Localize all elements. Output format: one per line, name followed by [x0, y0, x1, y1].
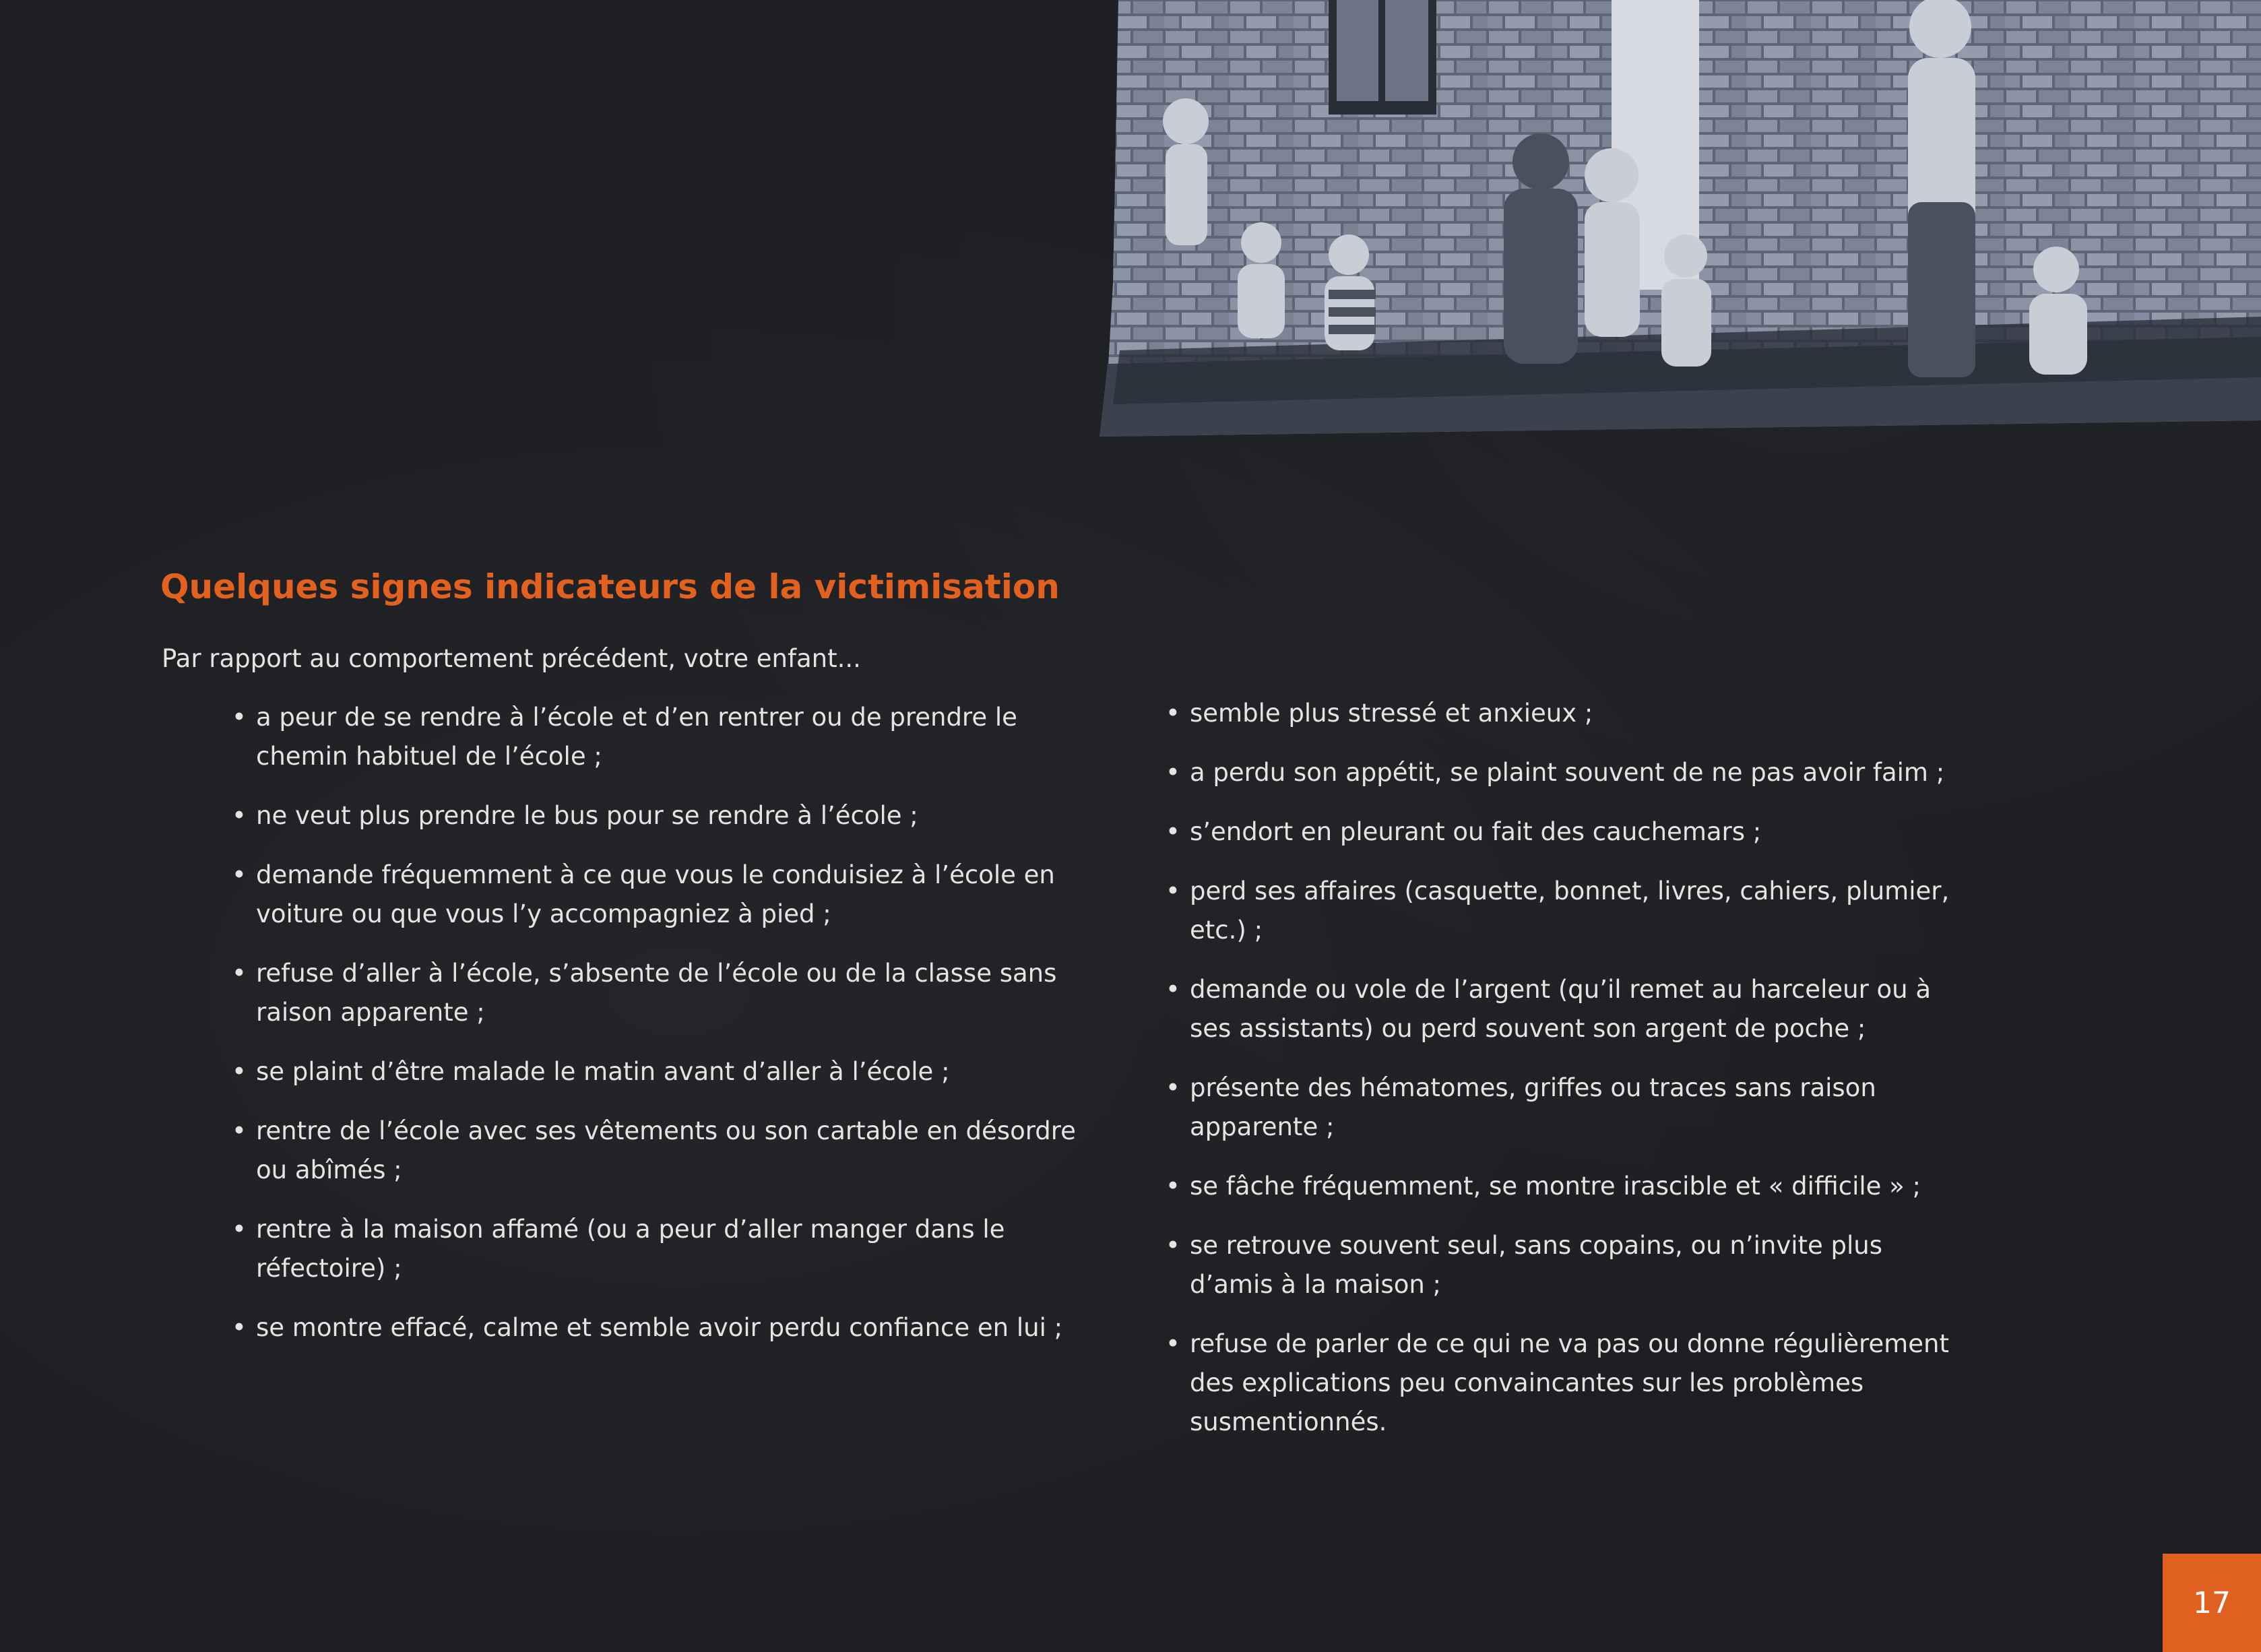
left-signs-list: [232, 698, 1087, 1368]
list-item: • perd ses affaires (casquette, bonnet, livres, cahiers, plumier, etc.) ;: [1166, 872, 1961, 950]
page-number: 17: [2193, 1585, 2231, 1620]
list-item: • refuse d’aller à l’école, s’absente de l’école ou de la classe sans raison apparente ;: [232, 954, 1087, 1032]
list-item: • ne veut plus prendre le bus pour se rendre à l’école ;: [232, 796, 1087, 835]
list-item: • présente des hématomes, griffes ou traces sans raison apparente ;: [1166, 1069, 1961, 1147]
list-item: • demande ou vole de l’argent (qu’il remet au harceleur ou à ses assistants) ou perd souvent son argent de poche ;: [1166, 970, 1961, 1048]
list-item: • s’endort en pleurant ou fait des cauchemars ;: [1166, 813, 1961, 852]
page-number-badge: [2163, 1554, 2261, 1652]
list-item: • refuse de parler de ce qui ne va pas ou donne régulièrement des explications peu convaincantes sur les problèmes susmentionnés.: [1166, 1325, 1961, 1442]
list-item: • se montre effacé, calme et semble avoir perdu confiance en lui ;: [232, 1308, 1087, 1347]
list-item: • se fâche fréquemment, se montre irascible et « difficile » ;: [1166, 1167, 1961, 1206]
list-item: • se retrouve souvent seul, sans copains, ou n’invite plus d’amis à la maison ;: [1166, 1226, 1961, 1304]
intro-text: Par rapport au comportement précédent, votre enfant...: [162, 644, 861, 673]
list-item: • a perdu son appétit, se plaint souvent de ne pas avoir faim ;: [1166, 753, 1961, 792]
list-item: • a peur de se rendre à l’école et d’en rentrer ou de prendre le chemin habituel de l’école ;: [232, 698, 1087, 776]
list-item: • rentre de l’école avec ses vêtements ou son cartable en désordre ou abîmés ;: [232, 1112, 1087, 1190]
children-by-school-wall-photo: [1100, 0, 2261, 445]
right-signs-list: [1166, 694, 1961, 1462]
list-item: • semble plus stressé et anxieux ;: [1166, 694, 1961, 733]
page-title: Quelques signes indicateurs de la victimisation: [160, 567, 1060, 606]
list-item: • se plaint d’être malade le matin avant d’aller à l’école ;: [232, 1052, 1087, 1091]
list-item: • demande fréquemment à ce que vous le conduisiez à l’école en voiture ou que vous l’y accompagniez à pied ;: [232, 856, 1087, 934]
list-item: • rentre à la maison affamé (ou a peur d’aller manger dans le réfectoire) ;: [232, 1210, 1087, 1288]
